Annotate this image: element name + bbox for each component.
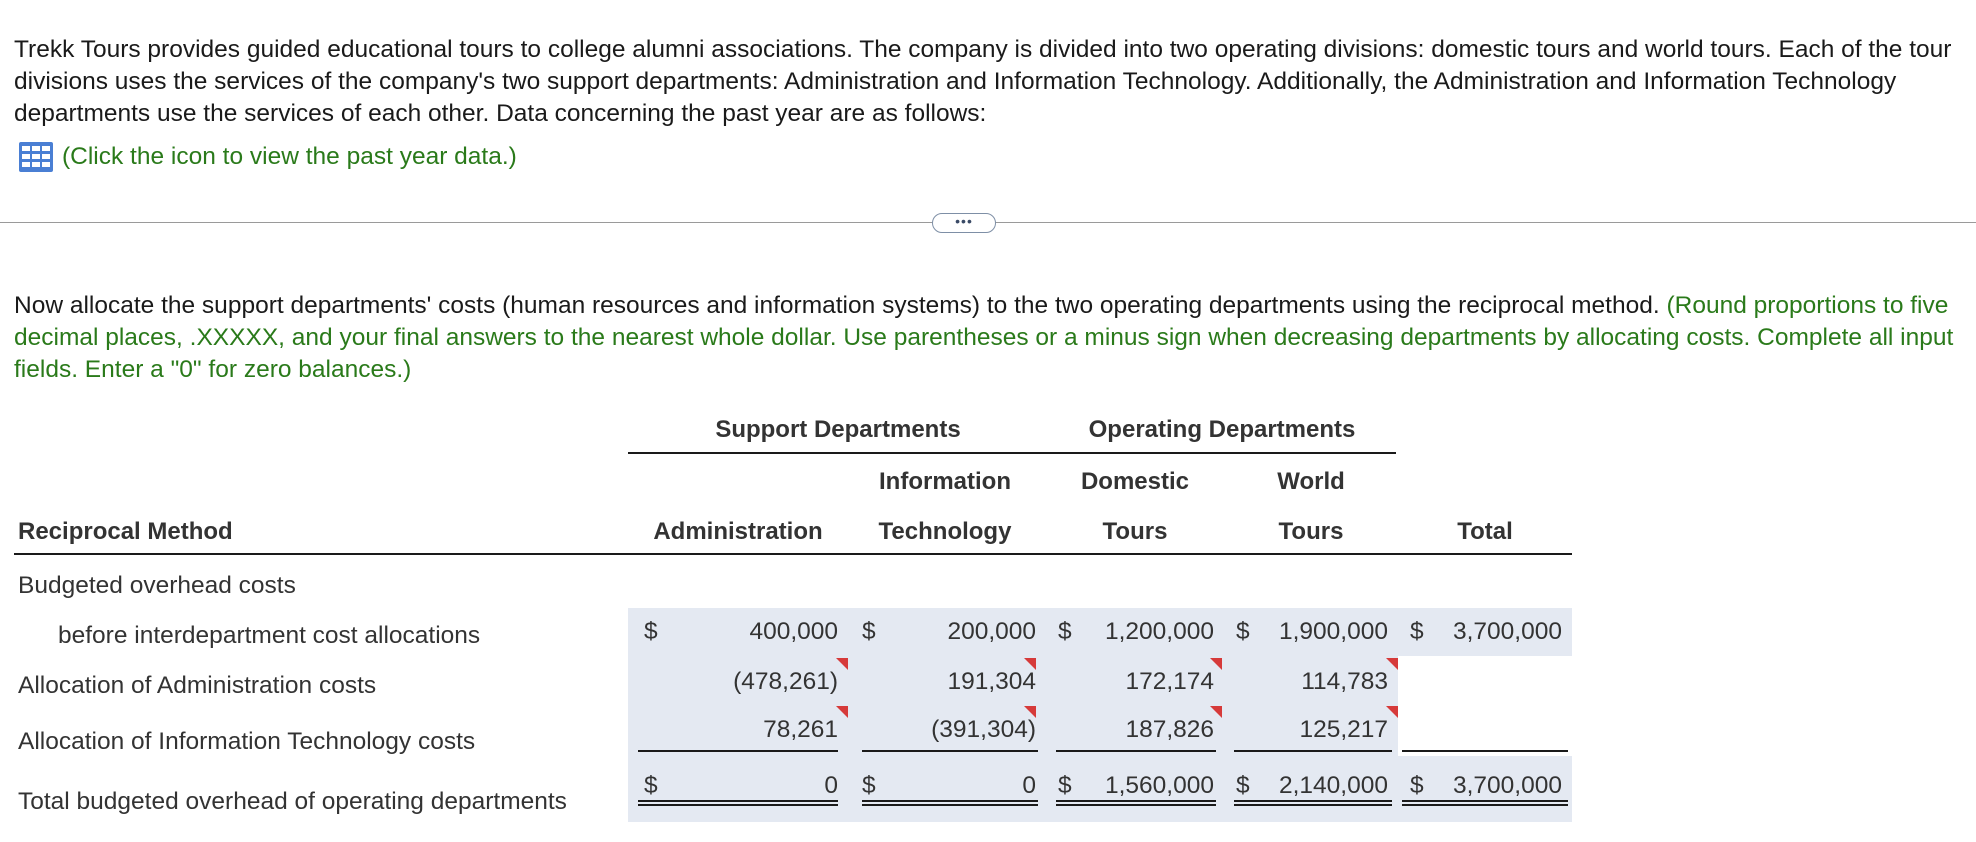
label-allocation-it: Allocation of Information Technology costs bbox=[18, 728, 476, 755]
table-icon[interactable] bbox=[18, 141, 54, 173]
alloc-it-domestic-input[interactable]: 187,826 bbox=[1125, 716, 1214, 743]
problem-intro: Trekk Tours provides guided educational tours to college alumni associations. The company is divided into two operating divisions: domestic tours and world tours. Each of the tour divisions uses the services of the company's two support departments: Administration and Information Technology. Additionally, the Administration and Information Technology departments use the services of each other. Data concerning the past year are as follows: bbox=[14, 36, 1952, 127]
alloc-admin-domestic-input[interactable]: 172,174 bbox=[1125, 668, 1214, 695]
view-data-link-text[interactable]: (Click the icon to view the past year data.) bbox=[62, 143, 517, 170]
subtotal-rule bbox=[1234, 750, 1392, 752]
column-header-rule bbox=[14, 553, 1572, 555]
budgeted-admin: 400,000 bbox=[749, 618, 838, 645]
budgeted-domestic: 1,200,000 bbox=[1105, 618, 1214, 645]
alloc-admin-admin-input[interactable]: (478,261) bbox=[733, 668, 838, 695]
subtotal-rule bbox=[1402, 750, 1568, 752]
total-domestic: 1,560,000 bbox=[1105, 772, 1214, 799]
row-header-reciprocal-method: Reciprocal Method bbox=[18, 518, 233, 545]
total-double-rule bbox=[1234, 800, 1392, 806]
budgeted-total: 3,700,000 bbox=[1453, 618, 1562, 645]
instructions-text: Now allocate the support departments' costs (human resources and information systems) to the two operating departments using the reciprocal method. bbox=[14, 292, 1660, 319]
col-world-line2: Tours bbox=[1278, 518, 1344, 545]
col-it-line2: Technology bbox=[878, 518, 1012, 545]
currency-sign: $ bbox=[1236, 772, 1250, 799]
subtotal-rule bbox=[638, 750, 838, 752]
instructions bbox=[14, 290, 1964, 386]
subtotal-rule bbox=[862, 750, 1038, 752]
total-world: 2,140,000 bbox=[1279, 772, 1388, 799]
alloc-admin-world-input[interactable]: 114,783 bbox=[1301, 668, 1388, 695]
col-administration: Administration bbox=[653, 518, 823, 545]
total-total: 3,700,000 bbox=[1453, 772, 1562, 799]
currency-sign: $ bbox=[1410, 772, 1424, 799]
subtotal-rule bbox=[1056, 750, 1216, 752]
group-header-rule bbox=[628, 452, 1396, 454]
label-budgeted-line2: before interdepartment cost allocations bbox=[58, 622, 481, 649]
alloc-it-world-input[interactable]: 125,217 bbox=[1299, 716, 1388, 743]
label-total-budgeted: Total budgeted overhead of operating departments bbox=[18, 788, 567, 815]
col-total: Total bbox=[1457, 518, 1513, 545]
total-double-rule bbox=[1056, 800, 1216, 806]
currency-sign: $ bbox=[862, 618, 876, 645]
expand-more-button[interactable]: ••• bbox=[932, 213, 996, 233]
currency-sign: $ bbox=[1058, 772, 1072, 799]
currency-sign: $ bbox=[862, 772, 876, 799]
total-double-rule bbox=[1402, 800, 1568, 806]
col-world-line1: World bbox=[1277, 468, 1345, 495]
instructions-note: (Round proportions to five decimal places, .XXXXX, and your final answers to the nearest whole dollar. Use parentheses or a minus sign when decreasing departments by allocating costs. Complete all input fields. Enter a "0" for zero balances.) bbox=[14, 292, 1954, 383]
currency-sign: $ bbox=[644, 618, 658, 645]
total-double-rule bbox=[638, 800, 838, 806]
col-domestic-line2: Tours bbox=[1102, 518, 1168, 545]
currency-sign: $ bbox=[1058, 618, 1072, 645]
currency-sign: $ bbox=[644, 772, 658, 799]
support-departments-header: Support Departments bbox=[715, 416, 961, 443]
total-admin: 0 bbox=[824, 772, 838, 799]
alloc-it-admin-input[interactable]: 78,261 bbox=[763, 716, 838, 743]
view-data-link[interactable] bbox=[18, 140, 517, 174]
alloc-it-it-input[interactable]: (391,304) bbox=[931, 716, 1036, 743]
currency-sign: $ bbox=[1410, 618, 1424, 645]
label-budgeted-line1: Budgeted overhead costs bbox=[18, 572, 296, 599]
budgeted-it: 200,000 bbox=[947, 618, 1036, 645]
operating-departments-header: Operating Departments bbox=[1088, 416, 1356, 443]
total-it: 0 bbox=[1022, 772, 1036, 799]
total-double-rule bbox=[862, 800, 1038, 806]
budgeted-world: 1,900,000 bbox=[1279, 618, 1388, 645]
label-allocation-administration: Allocation of Administration costs bbox=[18, 672, 377, 699]
col-domestic-line1: Domestic bbox=[1080, 468, 1190, 495]
alloc-admin-it-input[interactable]: 191,304 bbox=[947, 668, 1036, 695]
currency-sign: $ bbox=[1236, 618, 1250, 645]
col-it-line1: Information bbox=[879, 468, 1011, 495]
